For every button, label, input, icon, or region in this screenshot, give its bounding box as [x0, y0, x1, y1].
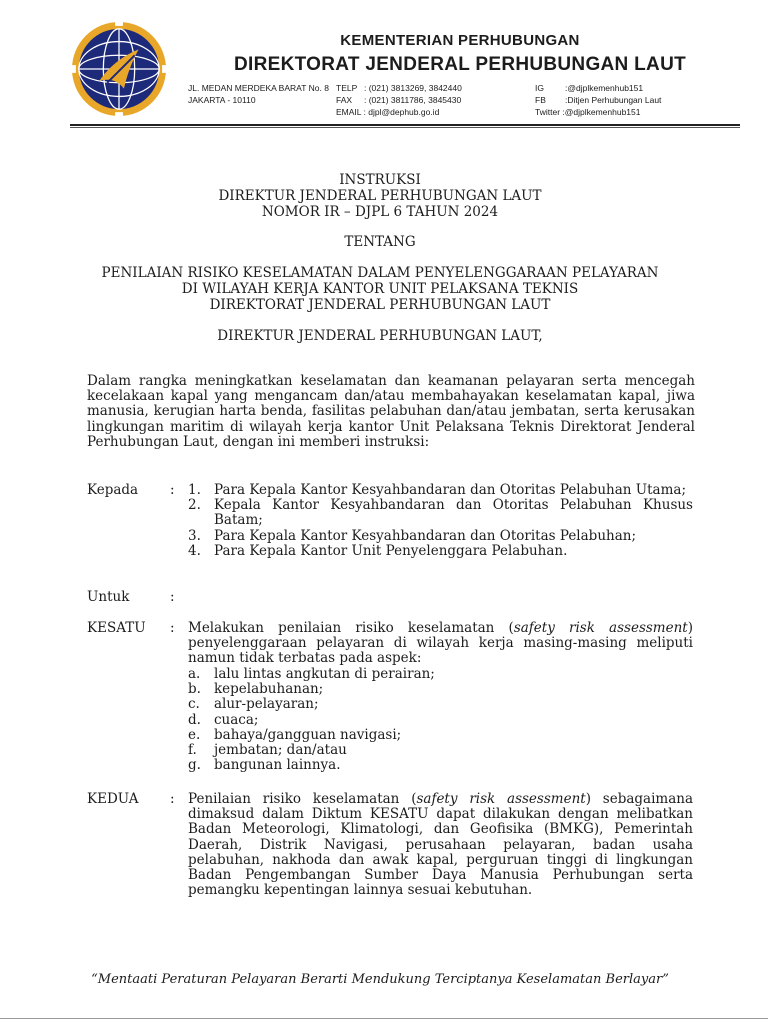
kedua-paragraph: [188, 792, 693, 898]
fax-label: FAX: [336, 95, 353, 105]
issuer-heading: DIREKTUR JENDERAL PERHUBUNGAN LAUT,: [217, 328, 543, 344]
list-item: [188, 713, 693, 728]
fb-label: FB: [535, 95, 546, 105]
telp-value: : (021) 3813269, 3842440: [364, 83, 462, 93]
ig-label: IG: [535, 83, 544, 93]
fax-value: : (021) 3811786, 3845430: [364, 95, 462, 105]
kesatu-aspects-list: [188, 667, 693, 773]
item-text: Para Kepala Kantor Unit Penyelenggara Pelabuhan.: [214, 542, 568, 559]
doc-issuer-title: DIREKTUR JENDERAL PERHUBUNGAN LAUT: [218, 188, 542, 204]
item-text: bahaya/gangguan navigasi;: [214, 726, 402, 743]
twitter-line: Twitter :@djplkemenhub151: [535, 107, 641, 117]
item-letter: e.: [188, 726, 201, 743]
item-letter: a.: [188, 666, 201, 682]
header-rule-thin: [70, 127, 740, 128]
fb-value: :Ditjen Perhubungan Laut: [565, 95, 662, 105]
untuk-colon: :: [170, 589, 175, 605]
list-item: [188, 483, 693, 498]
list-item: [188, 667, 693, 682]
item-text: jembatan; dan/atau: [214, 742, 347, 759]
ig-value: :@djplkemenhub151: [565, 83, 644, 93]
list-item: [188, 529, 693, 544]
social-block: [535, 82, 661, 118]
list-item: [188, 498, 693, 528]
item-text: cuaca;: [214, 711, 259, 728]
contact-block: [336, 82, 462, 118]
footer-motto: “Mentaati Peraturan Pelayaran Berarti Mendukung Terciptanya Keselamatan Berlayar”: [91, 972, 669, 987]
item-text: Kepala Kantor Kesyahbandaran dan Otoritas Pelabuhan Khusus Batam;: [214, 497, 693, 529]
item-text: alur-pelayaran;: [214, 696, 319, 713]
city-address: JAKARTA - 10110: [188, 95, 256, 105]
item-number: 1.: [188, 482, 201, 498]
item-letter: c.: [188, 696, 200, 713]
item-letter: b.: [188, 681, 201, 698]
item-text: kepelabuhanan;: [214, 681, 324, 698]
header-rule: [70, 124, 740, 126]
kedua-text-start: Penilaian risiko keselamatan (: [188, 791, 417, 807]
list-item: [188, 728, 693, 743]
page-edge: [0, 1018, 768, 1019]
preamble-paragraph: Dalam rangka meningkatkan keselamatan dan keamanan pelayaran serta mencegah kecelakaan kapal yang mengancam dan/atau membahayakan keselamatan kapal, jiwa manusia, kerugian harta benda, fasilitas pelabuhan dan/atau jembatan, serta kerusakan lingkungan maritim di wilayah kerja kantor Unit Pelaksana Teknis Direktorat Jenderal Perhubungan Laut, dengan ini memberi instruksi:: [87, 373, 695, 450]
list-item: [188, 743, 693, 758]
email-line: EMAIL : djpl@dephub.go.id: [336, 107, 440, 117]
item-letter: f.: [188, 742, 197, 759]
item-text: Para Kepala Kantor Kesyahbandaran dan Otoritas Pelabuhan;: [214, 527, 636, 544]
kedua-label: KEDUA: [87, 791, 139, 807]
item-letter: d.: [188, 711, 201, 728]
kesatu-label: KESATU: [87, 620, 146, 636]
kedua-text-italic: safety risk assessment: [416, 791, 586, 807]
list-item: [188, 758, 693, 773]
subject-line-3: DIREKTORAT JENDERAL PERHUBUNGAN LAUT: [209, 297, 551, 313]
kepada-label: Kepada: [87, 482, 139, 498]
tentang-heading: TENTANG: [344, 234, 416, 250]
directorate-name: DIREKTORAT JENDERAL PERHUBUNGAN LAUT: [233, 54, 687, 75]
item-number: 3.: [188, 527, 201, 544]
kedua-colon: :: [170, 791, 175, 807]
item-text: Para Kepala Kantor Kesyahbandaran dan Otoritas Pelabuhan Utama;: [214, 482, 686, 498]
untuk-label: Untuk: [87, 589, 130, 605]
list-item: [188, 682, 693, 697]
kesatu-text-end: ) penyelenggaraan pelayaran di wilayah kerja masing-masing meliputi namun tidak terbatas pada aspek:: [188, 620, 693, 667]
telp-label: TELP: [336, 83, 358, 93]
kesatu-text-italic: safety risk assessment: [513, 620, 688, 636]
doc-type: INSTRUKSI: [339, 172, 421, 188]
list-item: [188, 697, 693, 712]
item-letter: g.: [188, 757, 201, 774]
kepada-list: [188, 483, 693, 559]
subject-line-1: PENILAIAN RISIKO KESELAMATAN DALAM PENYELENGGARAAN PELAYARAN: [101, 265, 659, 281]
street-address: JL. MEDAN MERDEKA BARAT No. 8: [188, 83, 329, 93]
item-text: lalu lintas angkutan di perairan;: [214, 666, 435, 682]
kesatu-paragraph: [188, 621, 693, 667]
ministry-name: KEMENTERIAN PERHUBUNGAN: [340, 32, 580, 49]
kesatu-text-start: Melakukan penilaian risiko keselamatan (: [188, 620, 514, 636]
item-number: 4.: [188, 542, 201, 559]
address-block: [188, 82, 329, 106]
item-number: 2.: [188, 497, 201, 514]
doc-number: NOMOR IR – DJPL 6 TAHUN 2024: [261, 204, 499, 220]
subject-line-2: DI WILAYAH KERJA KANTOR UNIT PELAKSANA TEKNIS: [181, 281, 579, 297]
item-text: bangunan lainnya.: [214, 757, 341, 774]
kedua-text-end: ) sebagaimana dimaksud dalam Diktum KESATU dapat dilakukan dengan melibatkan Badan Meteorologi, Klimatologi, dan Geofisika (BMKG), Pemerintah Daerah, Distrik Navigasi, perusahaan pelayaran, badan usaha pelabuhan, nakhoda dan awak kapal, perguruan tinggi di lingkungan Badan Pengembangan Sumber Daya Manusia Perhubungan serta pemangku kepentingan lainnya sesuai kebutuhan.: [188, 791, 693, 899]
kesatu-colon: :: [170, 620, 175, 636]
list-item: [188, 544, 693, 559]
kepada-colon: :: [170, 482, 175, 498]
ministry-logo: [70, 20, 168, 118]
